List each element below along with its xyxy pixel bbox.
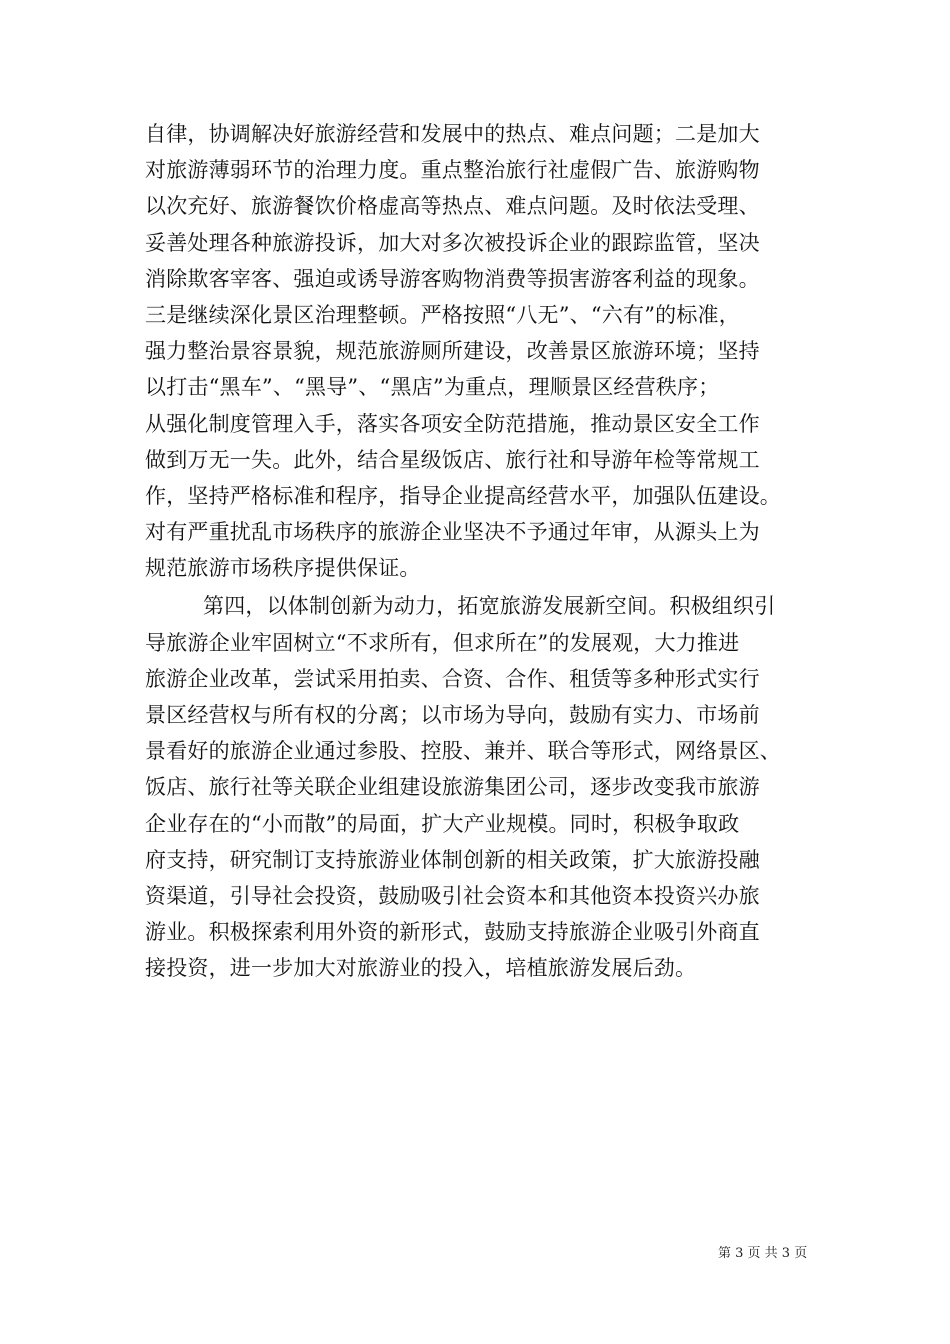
text-line: 饭店、旅行社等关联企业组建设旅游集团公司，逐步改变我市旅游 [145, 775, 760, 800]
text-line: 以次充好、旅游餐饮价格虚高等热点、难点问题。及时依法受理、 [145, 194, 760, 219]
text-line: 接投资，进一步加大对旅游业的投入，培植旅游发展后劲。 [145, 956, 697, 981]
text-line: 妥善处理各种旅游投诉，加大对多次被投诉企业的跟踪监管，坚决 [145, 230, 760, 255]
text-line: 规范旅游市场秩序提供保证。 [145, 556, 421, 581]
text-line: 导旅游企业牢固树立“不求所有，但求所在”的发展观，大力推进 [145, 630, 740, 655]
text-line: 作，坚持严格标准和程序，指导企业提高经营水平，加强队伍建设。 [145, 483, 781, 508]
text-line: 消除欺客宰客、强迫或诱导游客购物消费等损害游客利益的现象。 [145, 266, 760, 291]
body-text [145, 116, 825, 987]
text-line: 从强化制度管理入手，落实各项安全防范措施，推动景区安全工作 [145, 411, 760, 436]
text-line: 做到万无一失。此外，结合星级饭店、旅行社和导游年检等常规工 [145, 447, 760, 472]
text-line: 三是继续深化景区治理整顿。严格按照“八无”、“六有”的标准， [145, 302, 740, 327]
text-line: 对有严重扰乱市场秩序的旅游企业坚决不予通过年审，从源头上为 [145, 520, 760, 545]
text-line: 府支持，研究制订支持旅游业体制创新的相关政策，扩大旅游投融 [145, 847, 760, 872]
text-line: 强力整治景容景貌，规范旅游厕所建设，改善景区旅游环境；坚持 [145, 339, 760, 364]
text-line: 旅游企业改革，尝试采用拍卖、合资、合作、租赁等多种形式实行 [145, 666, 760, 691]
text-line: 景区经营权与所有权的分离；以市场为导向，鼓励有实力、市场前 [145, 703, 760, 727]
text-line: 景看好的旅游企业通过参股、控股、兼并、联合等形式，网络景区、 [145, 739, 781, 764]
paragraph-first-line: 第四，以体制创新为动力，拓宽旅游发展新空间。积极组织引 [203, 594, 776, 619]
text-line: 资渠道，引导社会投资，鼓励吸引社会资本和其他资本投资兴办旅 [145, 883, 760, 908]
text-line: 以打击“黑车”、“黑导”、“黑店”为重点，理顺景区经营秩序； [145, 375, 720, 400]
text-line: 游业。积极探索利用外资的新形式，鼓励支持旅游企业吸引外商直 [145, 920, 760, 945]
text-line: 自律，协调解决好旅游经营和发展中的热点、难点问题；二是加大 [145, 122, 760, 146]
page-number: 第 3 页 共 3 页 [718, 1246, 808, 1261]
text-line: 对旅游薄弱环节的治理力度。重点整治旅行社虚假广告、旅游购物 [145, 158, 760, 183]
text-line: 企业存在的“小而散”的局面，扩大产业规模。同时，积极争取政 [145, 811, 740, 836]
